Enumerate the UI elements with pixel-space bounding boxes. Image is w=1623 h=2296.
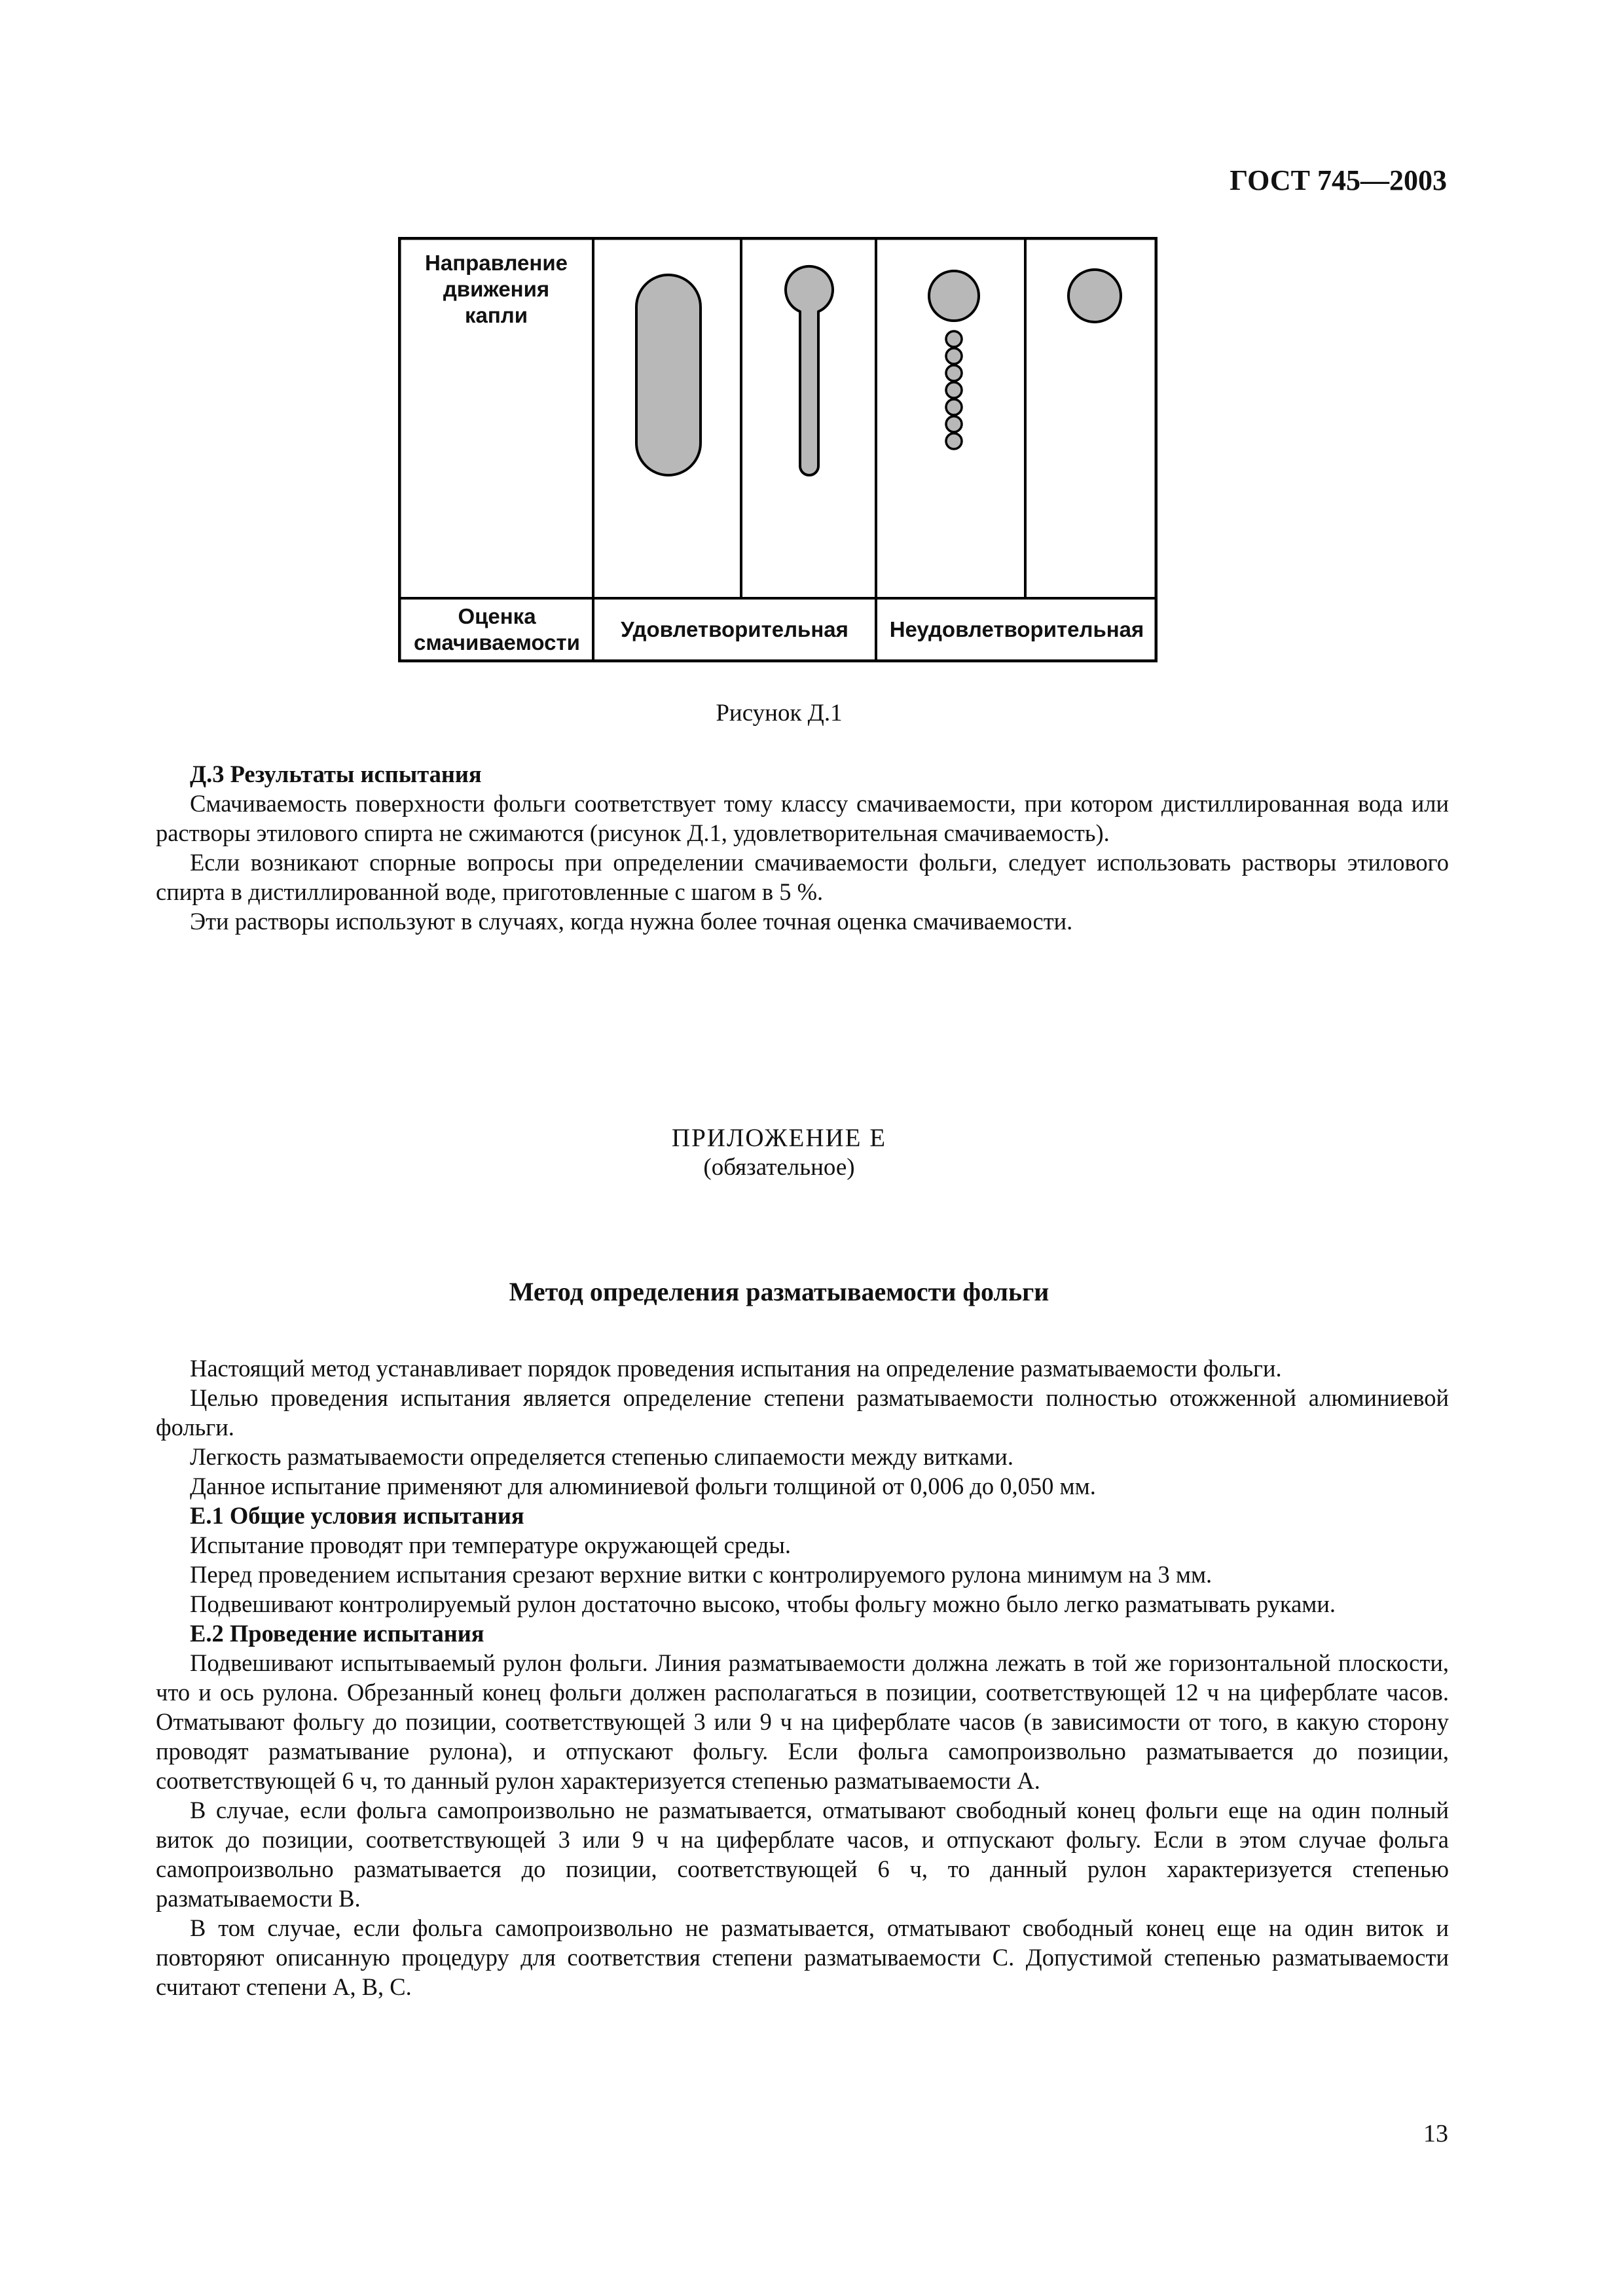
droplet	[946, 348, 962, 364]
wettability-figure	[398, 237, 1158, 662]
droplet	[946, 399, 962, 415]
paragraph: Испытание проводят при температуре окружающей среды.	[190, 1532, 792, 1558]
figure-caption: Рисунок Д.1	[716, 700, 843, 726]
drop-head	[929, 271, 979, 321]
section-d3	[156, 759, 1449, 936]
paragraph: Перед проведением испытания срезают верхние витки с контролируемого рулона минимум на 3 мм.	[190, 1561, 1213, 1588]
droplet	[946, 416, 962, 432]
paragraph: Настоящий метод устанавливает порядок проведения испытания на определение разматываемости фольги.	[190, 1355, 1282, 1382]
droplet	[946, 365, 962, 381]
paragraph: В случае, если фольга самопроизвольно не разматывается, отматывают свободный конец фольги еще на один полный виток до позиции, соответствующей 3 или 9 ч на циферблате часов, и отпускают фольгу. Если в этом случае фольга самопроизвольно разматывается до позиции, соответствующей 6 ч, то данный рулон характеризуется степенью разматываемости В.	[156, 1797, 1449, 1912]
section-heading: Д.3 Результаты испытания	[190, 761, 482, 787]
satisfactory-label: Удовлетворительная	[621, 617, 848, 641]
appendix-title: ПРИЛОЖЕНИЕ Е	[671, 1124, 887, 1152]
document-header: ГОСТ 745—2003	[1230, 164, 1447, 196]
paragraph: Целью проведения испытания является определение степени разматываемости полностью отожженной алюминиевой фольги.	[156, 1384, 1449, 1441]
section-heading: Е.1 Общие условия испытания	[190, 1502, 524, 1529]
paragraph: Данное испытание применяют для алюминиевой фольги толщиной от 0,006 до 0,050 мм.	[190, 1473, 1096, 1499]
drop-elongated	[636, 275, 701, 475]
paragraph: Легкость разматываемости определяется степенью слипаемости между витками.	[190, 1443, 1013, 1470]
method-title: Метод определения разматываемости фольги	[509, 1277, 1049, 1306]
droplet	[946, 331, 962, 347]
paragraph: Эти растворы используют в случаях, когда нужна более точная оценка смачиваемости.	[190, 908, 1073, 935]
paragraph: Подвешивают испытываемый рулон фольги. Линия разматываемости должна лежать в той же горизонтальной плоскости, что и ось рулона. Обрезанный конец фольги должен располагаться в позиции, соответствующей 12 ч на циферблате часов. Отматывают фольгу до позиции, соответствующей 3 или 9 ч на циферблате часов (в зависимости от того, в какую сторону проводят разматывание рулона), и отпускают фольгу. Если фольга самопроизвольно разматывается до позиции, соответствующей 6 ч, то данный рулон характеризуется степенью разматываемости А.	[156, 1649, 1449, 1794]
paragraph: Смачиваемость поверхности фольги соответствует тому классу смачиваемости, при котором дистиллированная вода или растворы этилового спирта не сжимаются (рисунок Д.1, удовлетворительная смачиваемость).	[156, 790, 1449, 846]
page-number: 13	[1423, 2120, 1448, 2147]
paragraph: Подвешивают контролируемый рулон достаточно высоко, чтобы фольгу можно было легко разматывать руками.	[190, 1590, 1336, 1617]
droplet	[946, 433, 962, 449]
droplet	[946, 382, 962, 398]
appendix-status: (обязательное)	[703, 1154, 855, 1181]
section-heading: Е.2 Проведение испытания	[190, 1620, 484, 1647]
direction-label: Направление движения капли	[425, 251, 568, 327]
drop-with-tail	[786, 266, 833, 475]
paragraph: В том случае, если фольга самопроизвольно не разматывается, отматывают свободный конец еще на один виток и повторяют описанную процедуру для соответствия степени разматываемости С. Допустимой степенью разматываемости считают степени А, В, С.	[156, 1914, 1449, 2000]
assessment-label: Оценка смачиваемости	[414, 604, 580, 655]
method-body	[156, 1354, 1449, 2001]
paragraph: Если возникают спорные вопросы при определении смачиваемости фольги, следует использовать растворы этилового спирта в дистиллированной воде, приготовленные с шагом в 5 %.	[156, 849, 1449, 905]
unsatisfactory-label: Неудовлетворительная	[889, 617, 1144, 641]
drop-contracted	[1068, 270, 1121, 322]
